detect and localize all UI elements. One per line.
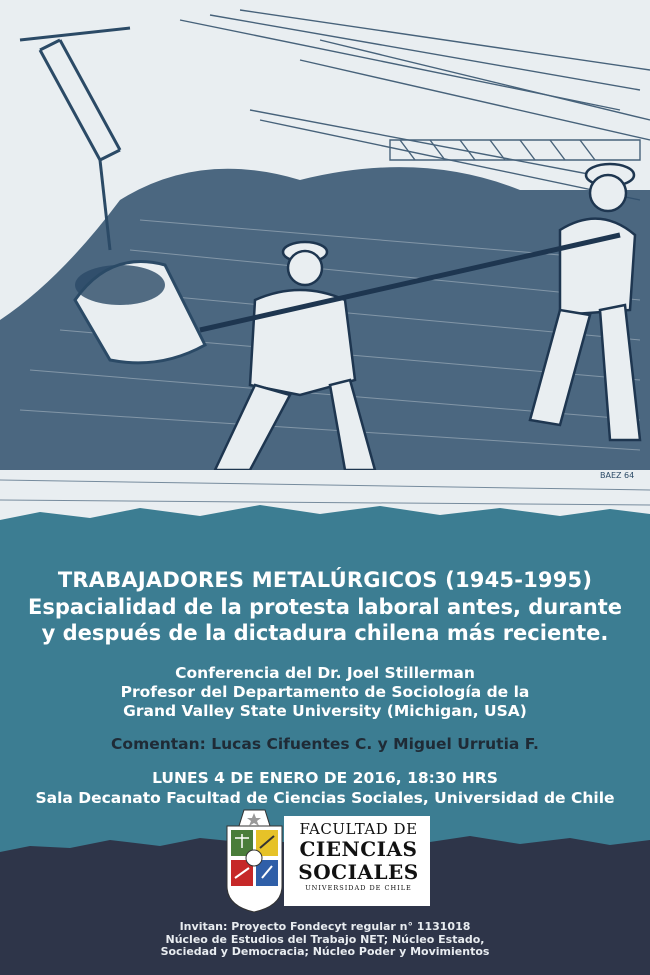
faculty-logo bbox=[222, 808, 432, 914]
speaker-position: Profesor del Departamento de Sociología de la bbox=[120, 683, 530, 701]
logo-line-2: CIENCIAS bbox=[299, 837, 418, 861]
conference-speaker: Conferencia del Dr. Joel Stillerman bbox=[175, 664, 475, 682]
sponsor-line-1: Invitan: Proyecto Fondecyt regular n° 1131018 bbox=[179, 920, 471, 933]
event-when-where bbox=[0, 768, 650, 808]
event-subtitle bbox=[0, 594, 650, 646]
event-datetime: LUNES 4 DE ENERO DE 2016, 18:30 HRS bbox=[152, 769, 498, 787]
sponsors bbox=[0, 921, 650, 959]
sponsor-line-2: Núcleo de Estudios del Trabajo NET; Núcleo Estado, bbox=[165, 932, 485, 946]
subtitle-line-2: y después de la dictadura chilena más reciente. bbox=[41, 621, 609, 645]
sponsor-line-3: Sociedad y Democracia; Núcleo Poder y Movimientos bbox=[160, 945, 490, 958]
logo-line-4: UNIVERSIDAD DE CHILE bbox=[305, 884, 412, 892]
logo-line-3: SOCIALES bbox=[298, 860, 419, 884]
logo-line-1: FACULTAD DE bbox=[299, 820, 418, 838]
artist-signature: BAEZ 64 bbox=[600, 471, 635, 480]
event-venue: Sala Decanato Facultad de Ciencias Sociales, Universidad de Chile bbox=[35, 789, 615, 807]
conference-info bbox=[0, 664, 650, 721]
event-title: TRABAJADORES METALÚRGICOS (1945-1995) bbox=[57, 568, 593, 592]
subtitle-line-1: Espacialidad de la protesta laboral antes, durante bbox=[28, 595, 622, 619]
commentators: Comentan: Lucas Cifuentes C. y Miguel Urrutia F. bbox=[111, 735, 539, 753]
speaker-university: Grand Valley State University (Michigan, USA) bbox=[123, 702, 527, 720]
logo-text bbox=[286, 820, 431, 893]
